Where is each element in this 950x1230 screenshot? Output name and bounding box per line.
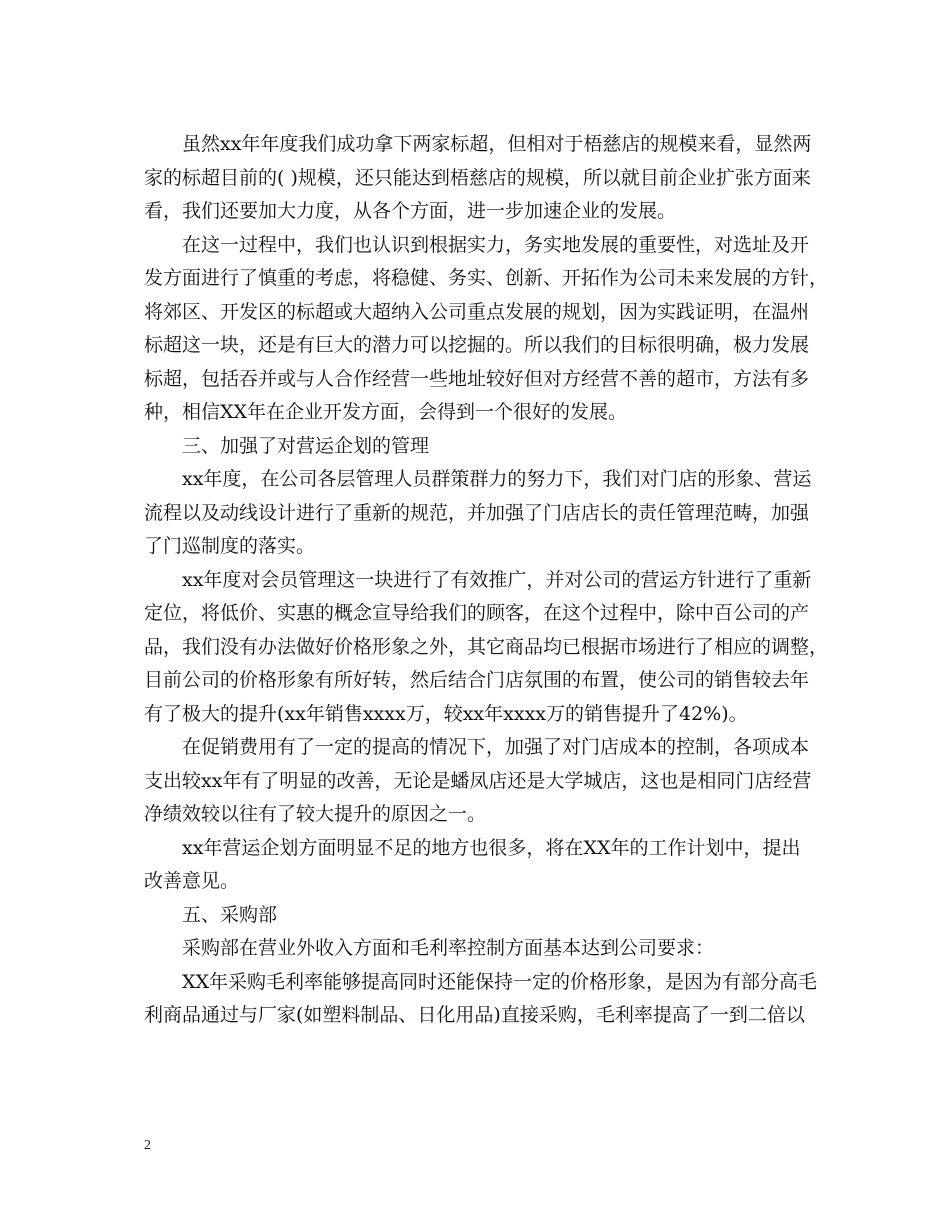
text-line: 改善意见。: [144, 870, 240, 892]
text-line: 看，我们还要加大力度，从各个方面，进一步加速企业的发展。: [144, 200, 677, 222]
text-line: 标超，包括吞并或与人合作经营一些地址较好但对方经营不善的超市，方法有多: [144, 367, 810, 390]
paragraph: [144, 932, 810, 966]
text-line: 了门巡制度的落实。: [144, 535, 316, 557]
text-line: 品，我们没有办法做好价格形象之外，其它商品均已根据市场进行了相应的调整，: [144, 635, 829, 658]
paragraph: [144, 966, 818, 1033]
text-line: 流程以及动线设计进行了重新的规范，并加强了门店店长的责任管理范畴，加强: [144, 501, 810, 524]
text-line: 净绩效较以往有了较大提升的原因之一。: [144, 803, 487, 825]
page-number: 2: [144, 1138, 151, 1153]
text-line: 采购部在营业外收入方面和毛利率控制方面基本达到公司要求：: [182, 937, 715, 959]
text-line: 种，相信XX年在企业开发方面，会得到一个很好的发展。: [144, 401, 628, 423]
text-line: 五、采购部: [182, 903, 278, 926]
text-line: 定位，将低价、实惠的概念宣导给我们的顾客，在这个过程中，除中百公司的产: [144, 602, 810, 624]
section-heading: [144, 899, 810, 933]
text-line: xx年度，在公司各层管理人员群策群力的努力下，我们对门店的形象、营运: [182, 468, 812, 490]
text-line: xx年度对会员管理这一块进行了有效推广，并对公司的营运方针进行了重新: [182, 568, 812, 591]
text-line: 三、加强了对营运企划的管理: [182, 434, 430, 457]
text-line: 家的标超目前的( )规模，还只能达到梧慈店的规模，所以就目前企业扩张方面来: [144, 166, 811, 189]
paragraph: [144, 832, 810, 899]
paragraph: [144, 463, 810, 564]
text-line: 标超这一块，还是有巨大的潜力可以挖掘的。所以我们的目标很明确，极力发展: [144, 334, 810, 356]
text-line: 支出较xx年有了明显的改善，无论是蟠凤店还是大学城店，这也是相同门店经营: [144, 769, 812, 792]
text-line: 目前公司的价格形象有所好转，然后结合门店氛围的布置，使公司的销售较去年: [144, 669, 810, 691]
text-line: 利商品通过与厂家(如塑料制品、日化用品)直接采购，毛利率提高了一到二倍以: [144, 1004, 805, 1026]
body-text: [144, 128, 829, 1033]
paragraph: [144, 128, 810, 229]
paragraph: [144, 731, 810, 832]
paragraph: [144, 229, 829, 430]
text-line: 发方面进行了慎重的考虑，将稳健、务实、创新、开拓作为公司未来发展的方针，: [144, 267, 829, 289]
text-line: 在这一过程中，我们也认识到根据实力，务实地发展的重要性，对选址及开: [182, 233, 810, 256]
text-line: 在促销费用有了一定的提高的情况下，加强了对门店成本的控制，各项成本: [182, 736, 810, 758]
text-line: 将郊区、开发区的标超或大超纳入公司重点发展的规划，因为实践证明，在温州: [144, 300, 810, 323]
text-line: xx年营运企划方面明显不足的地方也很多，将在XX年的工作计划中，提出: [182, 836, 801, 859]
text-line: 虽然xx年年度我们成功拿下两家标超，但相对于梧慈店的规模来看，显然两: [182, 133, 812, 155]
text-line: 有了极大的提升(xx年销售xxxx万，较xx年xxxx万的销售提升了42%)。: [144, 702, 748, 725]
text-line: XX年采购毛利率能够提高同时还能保持一定的价格形象，是因为有部分高毛: [182, 970, 818, 993]
paragraph: [144, 564, 829, 732]
section-heading: [144, 430, 810, 464]
